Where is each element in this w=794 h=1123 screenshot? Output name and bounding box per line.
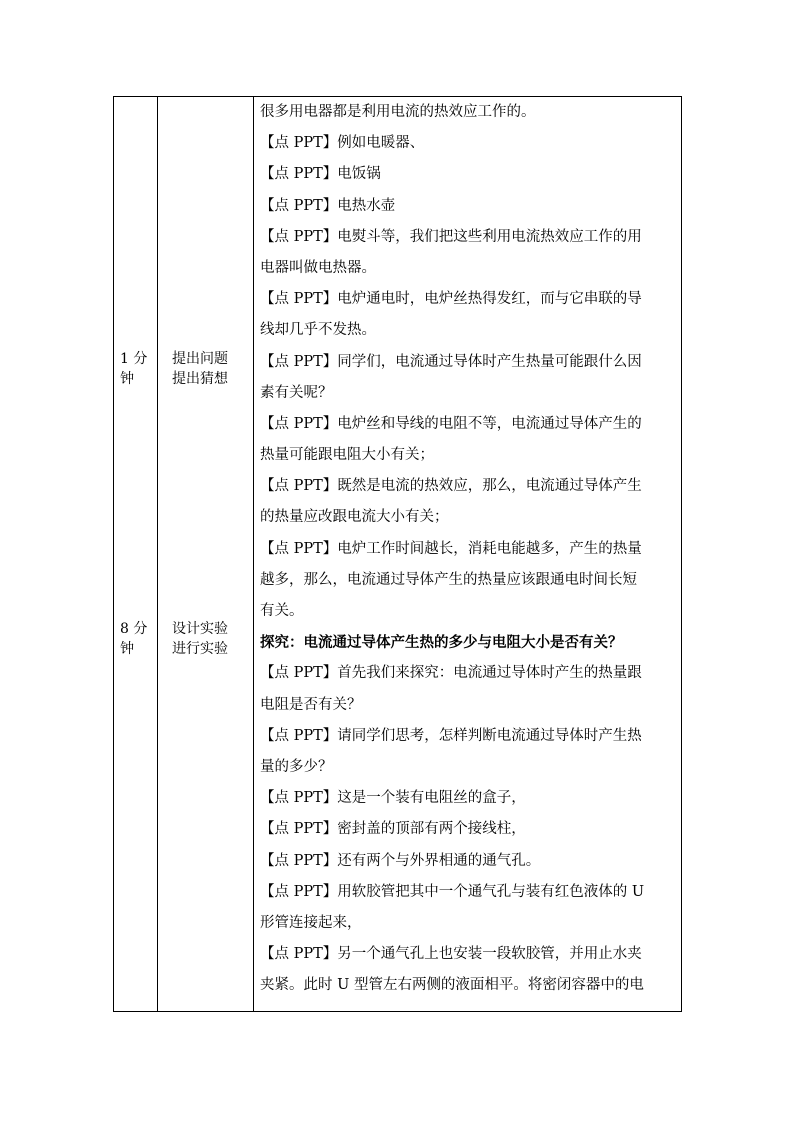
- content-line: 热量可能跟电阻大小有关；: [260, 447, 434, 464]
- stage-line: 设计实验: [172, 621, 228, 637]
- section-heading: 探究：电流通过导体产生热的多少与电阻大小是否有关？: [260, 634, 623, 652]
- content-line: 夹紧。此时 U 型管左右两侧的液面相平。将密闭容器中的电: [260, 977, 644, 994]
- time-value: 8 分: [120, 621, 148, 637]
- content-line: 有关。: [260, 603, 304, 619]
- content-line: 电器叫做电热器。: [260, 259, 376, 276]
- time-value: 1 分: [120, 351, 148, 367]
- content-line: 很多用电器都是利用电流的热效应工作的。: [260, 104, 536, 120]
- content-line: 【点 PPT】电炉丝和导线的电阻不等，电流通过导体产生的: [260, 415, 642, 432]
- content-line: 线却几乎不发热。: [260, 322, 376, 339]
- content-line: 【点 PPT】另一个通气孔上也安装一段软胶管，并用止水夹: [260, 946, 642, 963]
- content-line: 形管连接起来，: [260, 914, 362, 931]
- column-divider-time: [157, 97, 158, 1011]
- time-unit: 钟: [120, 641, 134, 657]
- content-line: 量的多少？: [260, 758, 333, 775]
- time-cell-row1: [120, 349, 147, 389]
- content-line: 【点 PPT】电热水壶: [260, 197, 396, 214]
- time-cell-row2: [120, 619, 147, 659]
- content-line: 【点 PPT】密封盖的顶部有两个接线柱，: [260, 821, 526, 838]
- content-line: 【点 PPT】例如电暖器、: [260, 135, 425, 152]
- stage-cell-row2: [172, 619, 228, 659]
- content-line: 【点 PPT】首先我们来探究：电流通过导体时产生的热量跟: [260, 665, 642, 682]
- lesson-plan-table: [113, 96, 682, 1012]
- content-line: 【点 PPT】还有两个与外界相通的通气孔。: [260, 852, 541, 869]
- content-line: 【点 PPT】电炉工作时间越长，消耗电能越多，产生的热量: [260, 540, 642, 557]
- content-line: 越多，那么，电流通过导体产生的热量应该跟通电时间长短: [260, 571, 637, 588]
- content-line: 【点 PPT】电炉通电时，电炉丝热得发红，而与它串联的导: [260, 291, 642, 308]
- stage-line: 提出猜想: [172, 371, 228, 387]
- content-line: 【点 PPT】既然是电流的热效应，那么，电流通过导体产生: [260, 478, 642, 495]
- content-line: 【点 PPT】请同学们思考，怎样判断电流通过导体时产生热: [260, 727, 642, 744]
- teaching-content: [260, 97, 680, 1001]
- content-line: 素有关呢？: [260, 384, 333, 401]
- stage-cell-row1: [172, 349, 228, 389]
- column-divider-stage: [253, 97, 254, 1011]
- content-line: 【点 PPT】电熨斗等，我们把这些利用电流热效应工作的用: [260, 228, 642, 245]
- content-line: 【点 PPT】用软胶管把其中一个通气孔与装有红色液体的 U: [260, 883, 645, 900]
- stage-line: 提出问题: [172, 351, 228, 367]
- stage-line: 进行实验: [172, 641, 228, 657]
- content-line: 的热量应改跟电流大小有关；: [260, 509, 449, 526]
- time-unit: 钟: [120, 371, 134, 387]
- content-line: 【点 PPT】同学们，电流通过导体时产生热量可能跟什么因: [260, 353, 642, 370]
- content-line: 电阻是否有关？: [260, 696, 362, 713]
- content-line: 【点 PPT】这是一个装有电阻丝的盒子，: [260, 790, 526, 807]
- content-line: 【点 PPT】电饭锅: [260, 166, 381, 183]
